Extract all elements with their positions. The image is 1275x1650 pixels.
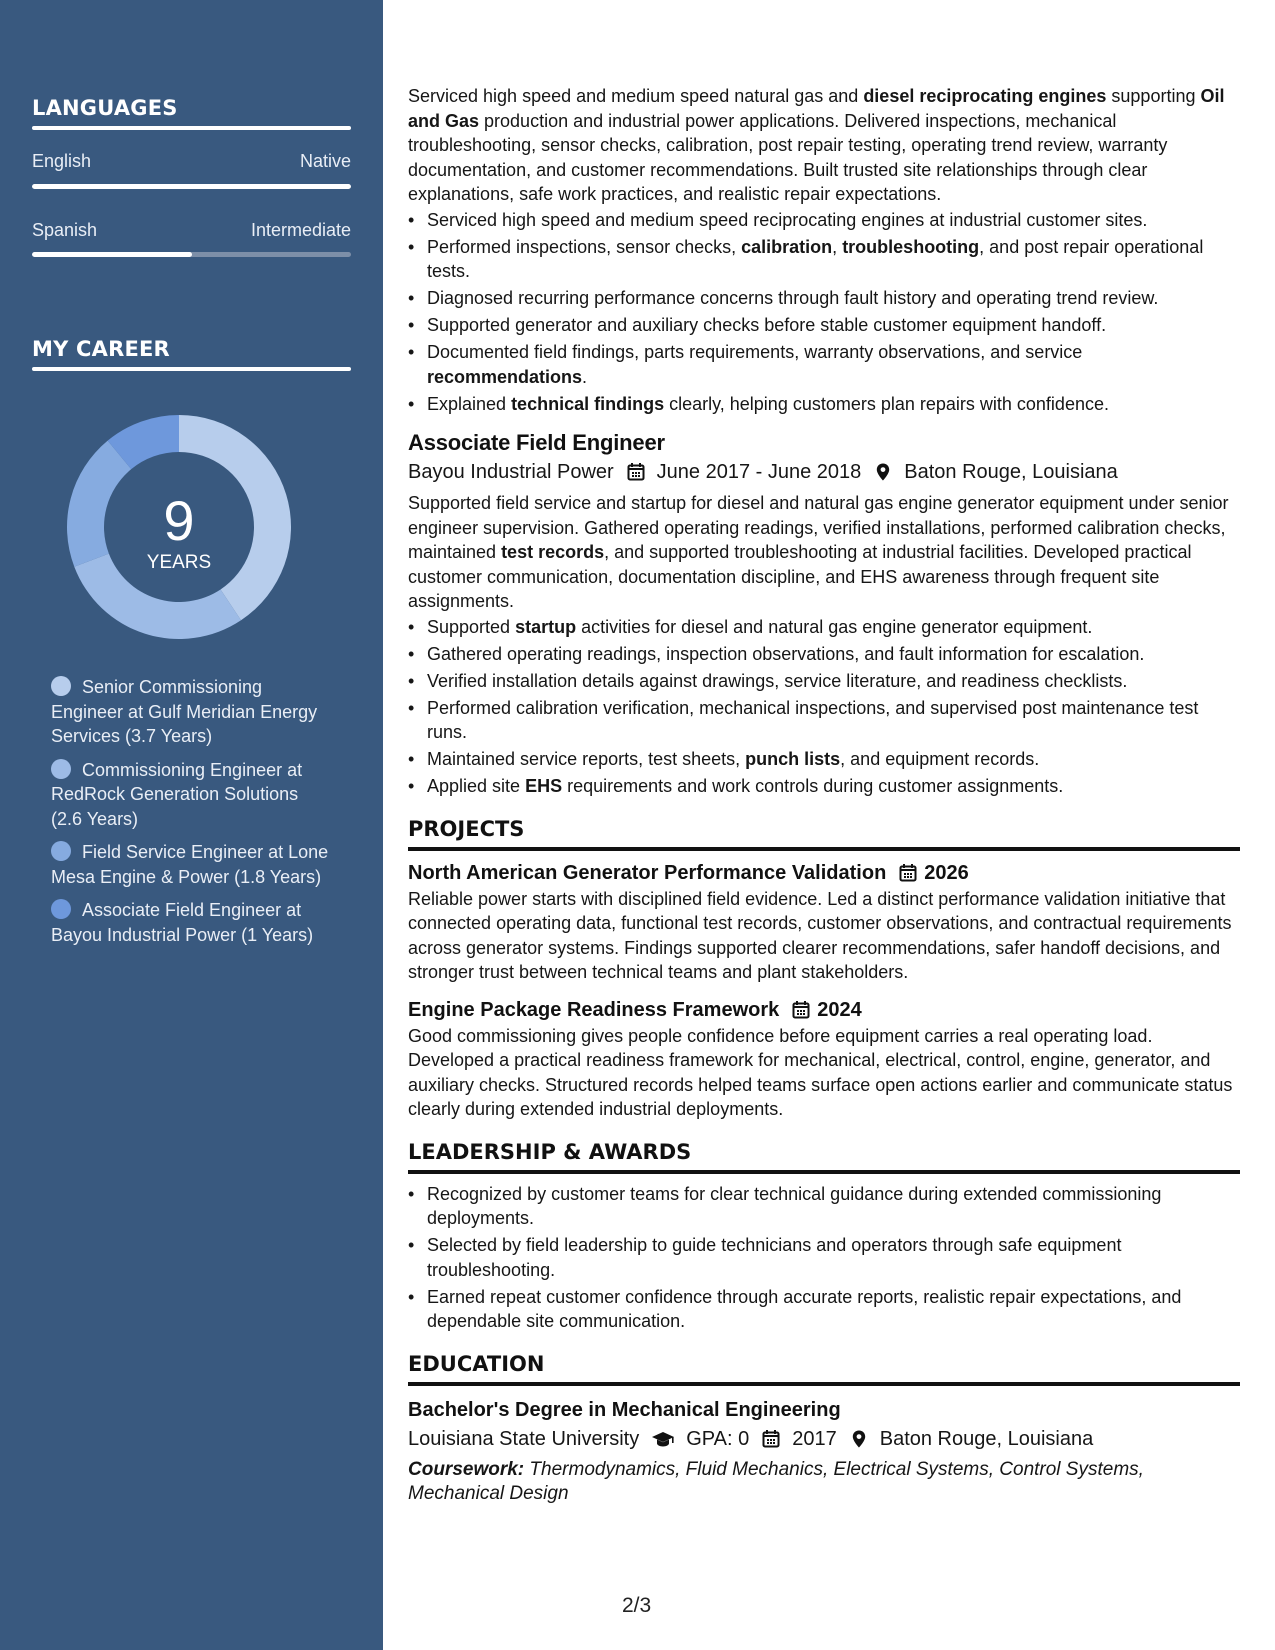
job-bullets <box>408 615 1240 799</box>
list-item: • Maintained service reports, test sheets, punch lists, and equipment records. <box>427 747 1240 772</box>
donut-segment <box>67 441 131 567</box>
degree-title: Bachelor's Degree in Mechanical Engineering <box>408 1398 841 1421</box>
leadership-list <box>408 1182 1240 1334</box>
list-item: • Earned repeat customer confidence through accurate reports, realistic repair expectations, and dependable site communication. <box>427 1285 1240 1334</box>
language-row-spanish <box>32 220 351 241</box>
job-title: Associate Field Engineer <box>408 430 665 455</box>
page-number: 2/3 <box>622 1594 652 1617</box>
language-row-english <box>32 151 351 172</box>
career-heading: MY CAREER <box>32 337 170 361</box>
career-legend-item <box>51 898 331 947</box>
list-item: • Diagnosed recurring performance concerns through fault history and operating trend review. <box>427 286 1240 311</box>
project-year: 2026 <box>924 861 969 884</box>
graduation-cap-icon <box>651 1429 675 1449</box>
job-description: Supported field service and startup for diesel and natural gas engine generator equipment under senior engineer supervision. Gathered operating readings, verified installations, performed calibration checks, maintained test records, and supported troubleshooting at industrial facilities. Developed practical customer communication, documentation discipline, and EHS awareness through frequent site assignments. <box>408 493 1229 611</box>
location-pin-icon <box>849 1429 869 1449</box>
coursework-list: Thermodynamics, Fluid Mechanics, Electrical Systems, Control Systems, Mechanical Design <box>408 1458 1144 1504</box>
list-item: • Applied site EHS requirements and work controls during customer assignments. <box>427 774 1240 799</box>
career-legend-label: Field Service Engineer at Lone Mesa Engine & Power (1.8 Years) <box>51 842 329 887</box>
list-item: • Selected by field leadership to guide technicians and operators through safe equipment troubleshooting. <box>427 1233 1240 1282</box>
language-bar-spanish <box>32 252 351 257</box>
language-bar-english <box>32 184 351 189</box>
education-heading: EDUCATION <box>408 1351 1240 1386</box>
job-company: Bayou Industrial Power <box>408 461 614 483</box>
list-item: • Explained technical findings clearly, helping customers plan repairs with confidence. <box>427 392 1240 417</box>
career-donut-chart <box>67 415 291 639</box>
legend-dot-icon <box>51 841 71 861</box>
languages-rule <box>32 126 351 130</box>
legend-dot-icon <box>51 899 71 919</box>
career-legend-label: Associate Field Engineer at Bayou Industrial Power (1 Years) <box>51 900 314 945</box>
list-item: • Verified installation details against drawings, service literature, and readiness checklists. <box>427 669 1240 694</box>
language-level: Intermediate <box>250 220 351 240</box>
career-legend-label: Senior Commissioning Engineer at Gulf Meridian Energy Services (3.7 Years) <box>51 677 318 746</box>
calendar-icon <box>791 1000 811 1020</box>
project-title <box>408 859 1240 887</box>
main-content <box>408 84 1240 1507</box>
career-total-years: 9 <box>163 489 195 552</box>
list-item: • Documented field findings, parts requirements, warranty observations, and service recommendations. <box>427 340 1240 389</box>
career-legend-item <box>51 758 331 832</box>
language-level: Native <box>299 151 351 171</box>
school-name: Louisiana State University <box>408 1427 640 1450</box>
list-item: • Gathered operating readings, inspection observations, and fault information for escalation. <box>427 642 1240 667</box>
job-intro-description: Serviced high speed and medium speed natural gas and diesel reciprocating engines supporting Oil and Gas production and industrial power applications. Delivered inspections, mechanical troubleshooting, sensor checks, calibration, post repair testing, operating trend review, warranty documentation, and customer recommendations. Built trusted site relationships through clear explanations, safe work practices, and realistic repair expectations. <box>408 86 1225 204</box>
education-meta <box>408 1424 1240 1454</box>
list-item: • Performed inspections, sensor checks, calibration, troubleshooting, and post repair operational tests. <box>427 235 1240 284</box>
career-legend-label: Commissioning Engineer at RedRock Generation Solutions (2.6 Years) <box>51 759 303 829</box>
language-name: Spanish <box>32 220 98 240</box>
career-unit-label: YEARS <box>146 552 212 573</box>
calendar-icon <box>898 863 918 883</box>
coursework-label: Coursework: <box>408 1458 525 1480</box>
career-legend <box>51 675 331 956</box>
job-intro-bullets <box>408 208 1240 417</box>
project-title <box>408 996 1240 1024</box>
project-year: 2024 <box>817 998 862 1021</box>
list-item: • Supported startup activities for diesel and natural gas engine generator equipment. <box>427 615 1240 640</box>
gpa: GPA: 0 <box>686 1427 750 1450</box>
language-bar-fill <box>32 184 351 189</box>
calendar-icon <box>761 1429 781 1449</box>
project-name: Engine Package Readiness Framework <box>408 998 780 1021</box>
legend-dot-icon <box>51 676 71 696</box>
projects-heading: PROJECTS <box>408 816 1240 851</box>
job-location: Baton Rouge, Louisiana <box>904 461 1118 483</box>
languages-heading: LANGUAGES <box>32 96 178 120</box>
list-item: • Supported generator and auxiliary checks before stable customer equipment handoff. <box>427 313 1240 338</box>
job-dates: June 2017 - June 2018 <box>656 461 862 483</box>
legend-dot-icon <box>51 759 71 779</box>
language-bar-fill <box>32 252 192 257</box>
location-pin-icon <box>873 462 893 482</box>
leadership-heading: LEADERSHIP & AWARDS <box>408 1139 1240 1174</box>
language-name: English <box>32 151 92 171</box>
sidebar <box>0 0 383 1650</box>
coursework <box>408 1458 1240 1507</box>
project-name: North American Generator Performance Validation <box>408 861 887 884</box>
project-description: Reliable power starts with disciplined field evidence. Led a distinct performance validation initiative that connected operating data, functional test records, customer observations, and contractual requirements across generator systems. Findings supported clearer recommendations, safer handoff decisions, and stronger trust between technical teams and plant stakeholders. <box>408 888 1232 982</box>
donut-segment <box>179 415 291 620</box>
career-legend-item <box>51 840 331 889</box>
education-location: Baton Rouge, Louisiana <box>879 1427 1094 1450</box>
job-meta <box>408 457 1240 487</box>
calendar-icon <box>626 462 646 482</box>
project-description: Good commissioning gives people confidence before equipment carries a real operating load. Developed a practical readiness framework for mechanical, electrical, control, engine, generator, and auxiliary checks. Structured records helped teams surface open actions earlier and communicate status clearly during extended industrial deployments. <box>408 1025 1233 1119</box>
career-legend-item <box>51 675 331 749</box>
list-item: • Recognized by customer teams for clear technical guidance during extended commissioning deployments. <box>427 1182 1240 1231</box>
career-rule <box>32 367 351 371</box>
list-item: • Performed calibration verification, mechanical inspections, and supervised post maintenance test runs. <box>427 696 1240 745</box>
list-item: • Serviced high speed and medium speed reciprocating engines at industrial customer sites. <box>427 208 1240 233</box>
graduation-year: 2017 <box>792 1427 837 1450</box>
